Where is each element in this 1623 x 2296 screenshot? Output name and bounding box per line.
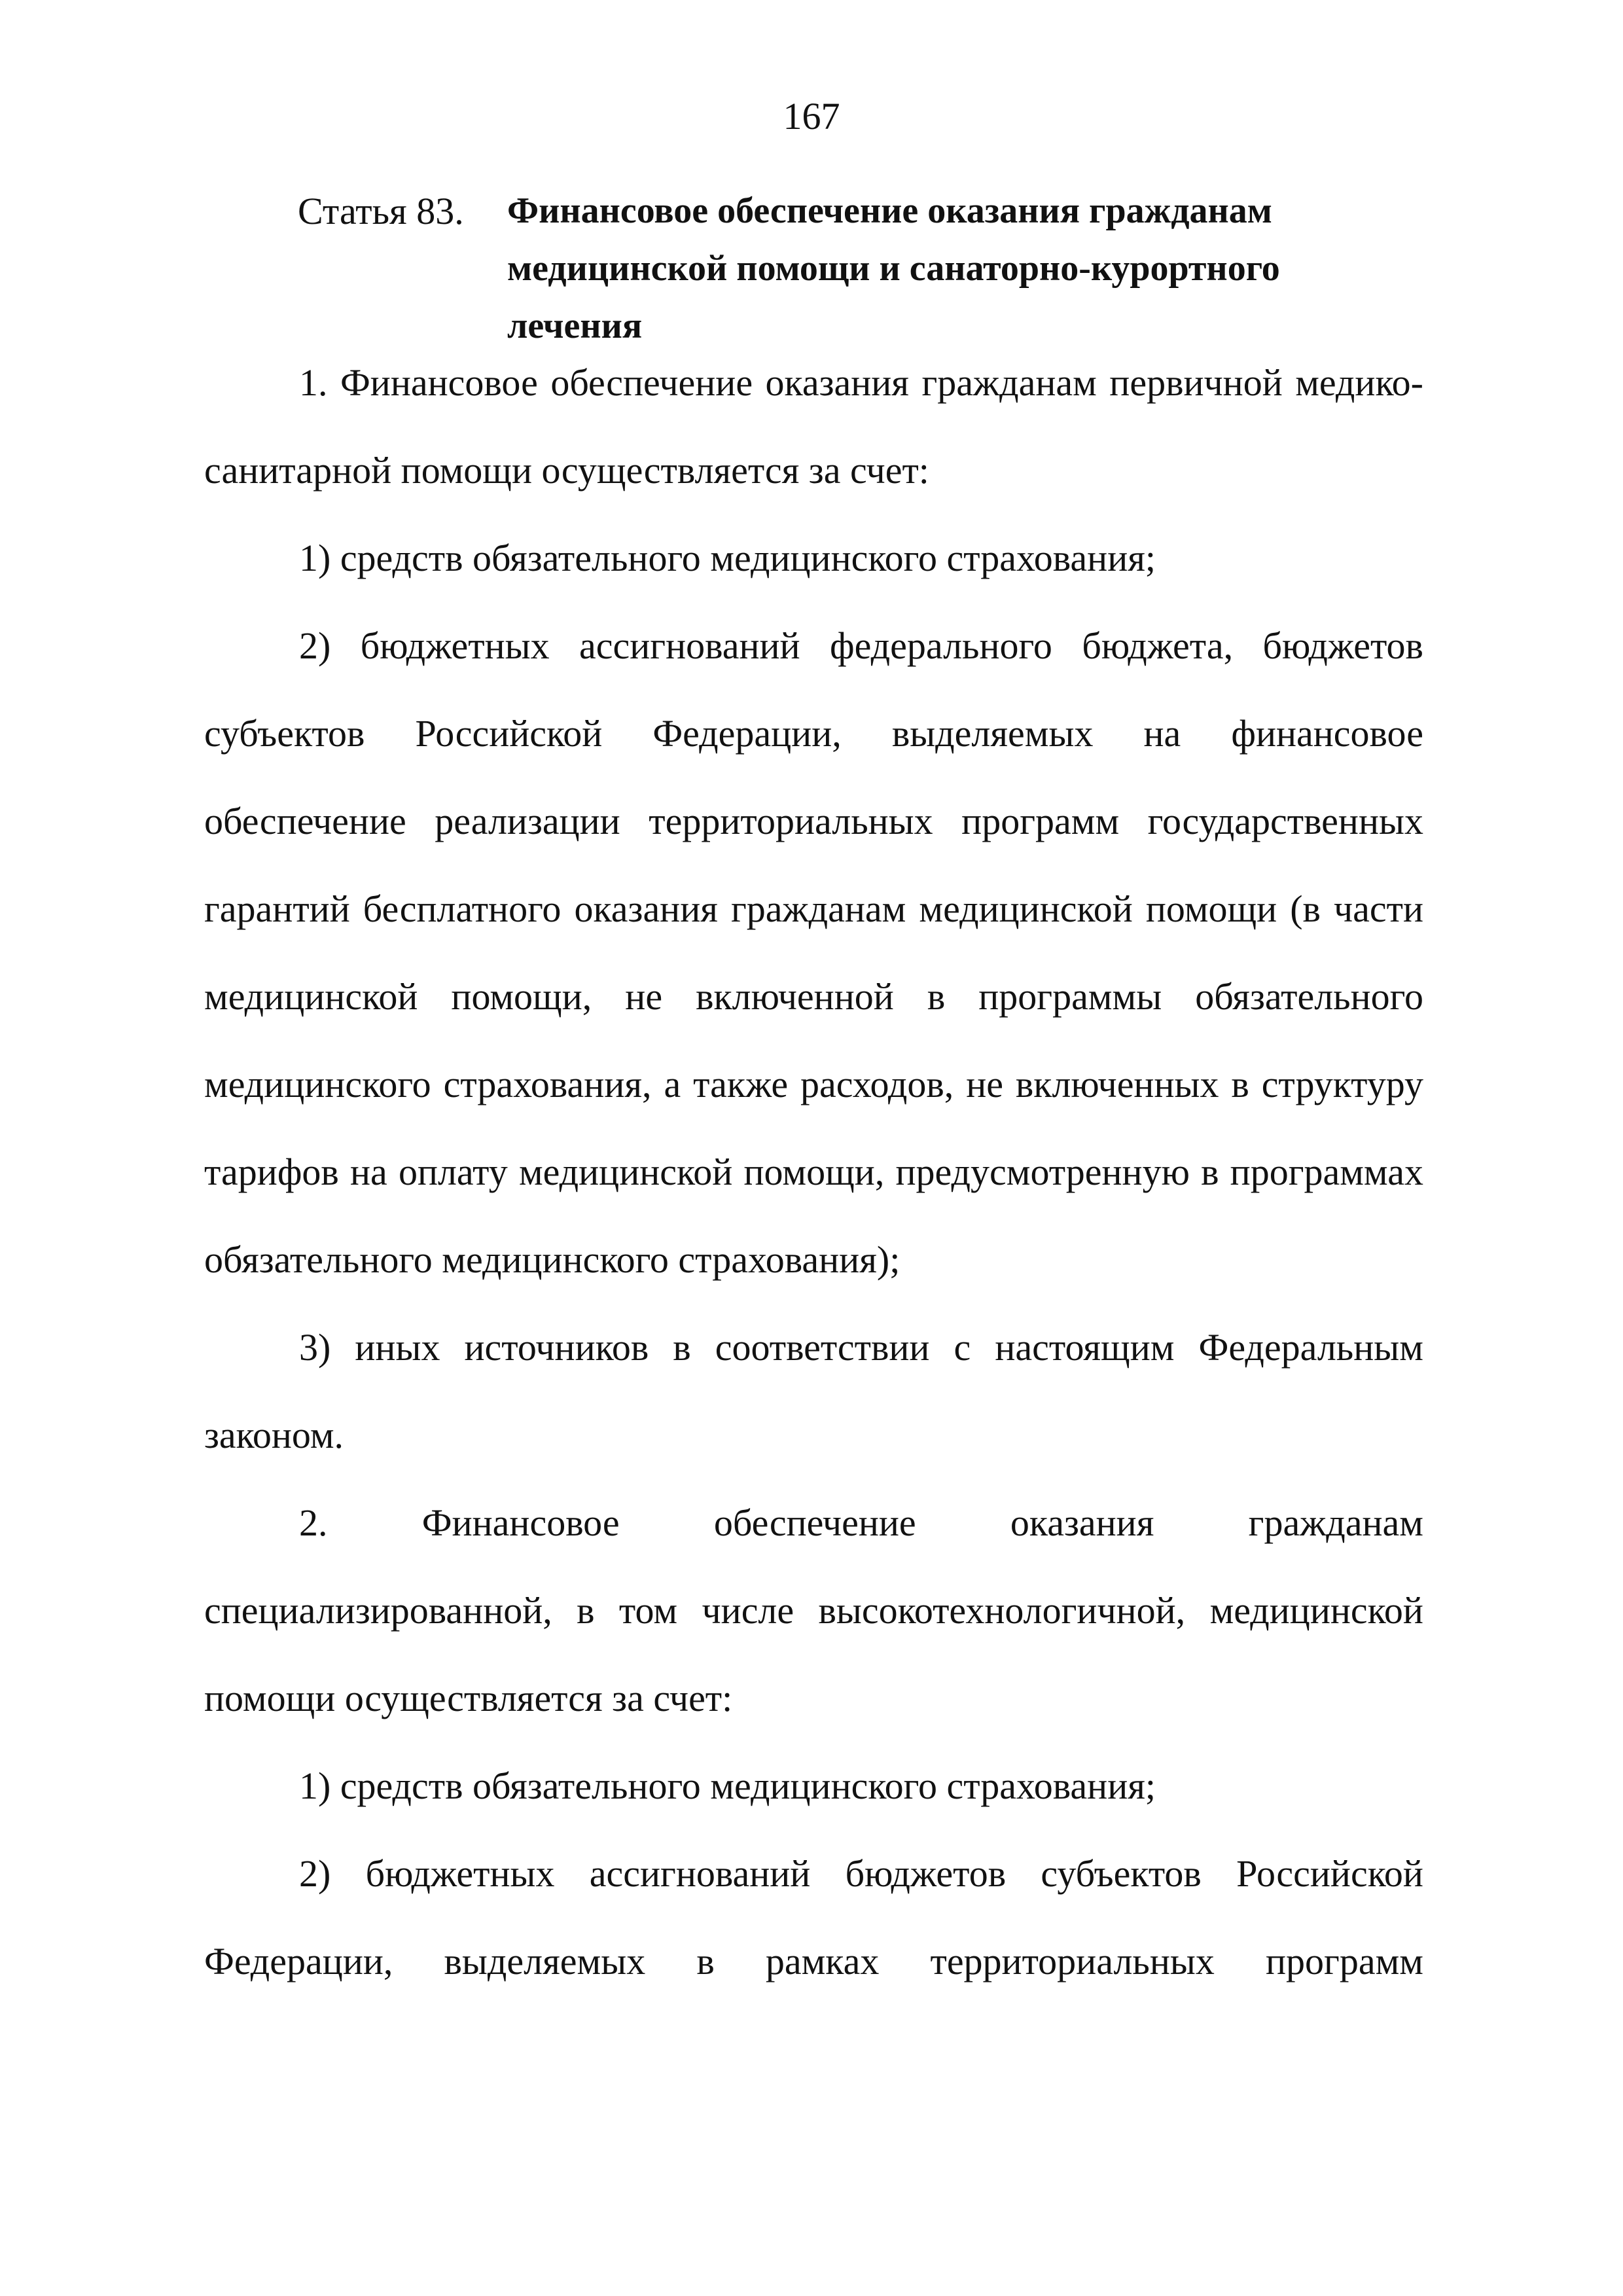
- word: расходов,: [800, 1063, 954, 1105]
- word: выделяемых: [891, 712, 1094, 755]
- word: структуру: [1261, 1063, 1423, 1105]
- word: с: [954, 1326, 971, 1369]
- text-line: [204, 792, 1423, 851]
- word: ассигнований: [589, 1852, 811, 1895]
- text-line: [299, 1318, 1423, 1377]
- word: медицинской: [919, 888, 1133, 930]
- word: предусмотренную: [895, 1151, 1190, 1193]
- word: соответствии: [715, 1326, 930, 1369]
- word: гражданам: [1248, 1501, 1423, 1544]
- word: тарифов: [204, 1151, 339, 1193]
- text-line: [299, 353, 1423, 412]
- word: а: [664, 1063, 681, 1105]
- text-line: [204, 1055, 1423, 1114]
- word: включенной: [696, 975, 894, 1018]
- word: бюджета,: [1082, 624, 1234, 667]
- word: также: [693, 1063, 789, 1105]
- word: территориальных: [649, 800, 933, 842]
- word: медицинской: [204, 975, 418, 1018]
- word: обязательного: [1195, 975, 1423, 1018]
- word: гарантий: [204, 888, 350, 930]
- word: не: [625, 975, 663, 1018]
- word: части: [1333, 888, 1423, 930]
- text-line: обязательного медицинского страхования);: [204, 1238, 901, 1281]
- text-line: 1) средств обязательного медицинского страхования;: [299, 1765, 1156, 1807]
- word: Федерации,: [204, 1940, 393, 1982]
- word: источников: [464, 1326, 649, 1369]
- word: помощи: [1145, 888, 1277, 930]
- text-line: [204, 1143, 1423, 1202]
- word: оплату: [398, 1151, 508, 1193]
- text-line: [204, 880, 1423, 939]
- word: программ: [961, 800, 1120, 842]
- word: выделяемых: [444, 1940, 646, 1982]
- word: страхования,: [443, 1063, 652, 1105]
- word: в: [577, 1589, 595, 1632]
- text-line: [204, 1932, 1423, 1991]
- word: в: [927, 975, 946, 1018]
- word: числе: [702, 1589, 794, 1632]
- word: оказания: [765, 361, 909, 404]
- word: на: [349, 1151, 387, 1193]
- text-line: [299, 1494, 1423, 1552]
- word: федерального: [830, 624, 1052, 667]
- word: настоящим: [995, 1326, 1175, 1369]
- word: 2): [299, 624, 331, 667]
- word: Российской: [1236, 1852, 1423, 1895]
- word: 1.: [299, 361, 328, 404]
- word: бюджетов: [1262, 624, 1423, 667]
- word: 3): [299, 1326, 331, 1369]
- word: специализированной,: [204, 1589, 552, 1632]
- word: в: [1201, 1151, 1219, 1193]
- word: обеспечение: [204, 800, 406, 842]
- text-line: [204, 704, 1423, 763]
- text-line: [204, 967, 1423, 1026]
- word: в: [673, 1326, 691, 1369]
- word: Финансовое: [421, 1501, 620, 1544]
- word: не: [966, 1063, 1003, 1105]
- text-line: 1) средств обязательного медицинского страхования;: [299, 537, 1156, 579]
- word: обеспечение: [713, 1501, 916, 1544]
- word: Российской: [415, 712, 603, 755]
- word: субъектов: [204, 712, 365, 755]
- word: 2): [299, 1852, 331, 1895]
- article-title-line: лечения: [507, 306, 643, 346]
- page-number: 167: [783, 95, 840, 137]
- word: медицинской: [1209, 1589, 1423, 1632]
- article-title-line: медицинской помощи и санаторно-курортного: [507, 248, 1280, 289]
- text-line: [204, 1581, 1423, 1640]
- word: помощи,: [743, 1151, 885, 1193]
- word: включенных: [1015, 1063, 1219, 1105]
- word: программах: [1230, 1151, 1423, 1193]
- word: бюджетов: [845, 1852, 1007, 1895]
- word: рамках: [765, 1940, 880, 1982]
- word: медико-: [1295, 361, 1423, 404]
- word: иных: [355, 1326, 440, 1369]
- word: первичной: [1109, 361, 1283, 404]
- text-line: [299, 1844, 1423, 1903]
- word: Федеральным: [1198, 1326, 1423, 1369]
- word: ассигнований: [579, 624, 800, 667]
- word: государственных: [1147, 800, 1423, 842]
- word: том: [618, 1589, 678, 1632]
- word: бюджетных: [360, 624, 550, 667]
- article-label: Статья 83.: [298, 190, 464, 232]
- word: субъектов: [1041, 1852, 1202, 1895]
- word: медицинской: [518, 1151, 733, 1193]
- word: обеспечение: [550, 361, 753, 404]
- word: в: [696, 1940, 715, 1982]
- word: помощи,: [451, 975, 592, 1018]
- word: в: [1231, 1063, 1249, 1105]
- word: высокотехнологичной,: [818, 1589, 1186, 1632]
- word: реализации: [435, 800, 620, 842]
- word: финансовое: [1231, 712, 1423, 755]
- text-line: помощи осуществляется за счет:: [204, 1677, 733, 1719]
- word: на: [1143, 712, 1181, 755]
- word: (в: [1290, 888, 1321, 930]
- word: медицинского: [204, 1063, 431, 1105]
- word: территориальных: [930, 1940, 1215, 1982]
- word: гражданам: [731, 888, 906, 930]
- text-line: законом.: [204, 1414, 344, 1456]
- word: 2.: [299, 1501, 328, 1544]
- article-title-line: Финансовое обеспечение оказания гражданам: [507, 190, 1272, 231]
- word: Федерации,: [652, 712, 842, 755]
- text-line: [299, 617, 1423, 675]
- word: программы: [978, 975, 1162, 1018]
- word: бесплатного: [363, 888, 562, 930]
- word: оказания: [1010, 1501, 1154, 1544]
- article-title: [507, 182, 1423, 355]
- word: оказания: [574, 888, 718, 930]
- word: гражданам: [921, 361, 1097, 404]
- text-line: санитарной помощи осуществляется за счет:: [204, 449, 929, 492]
- word: Финансовое: [340, 361, 538, 404]
- word: программ: [1266, 1940, 1423, 1982]
- word: бюджетных: [365, 1852, 555, 1895]
